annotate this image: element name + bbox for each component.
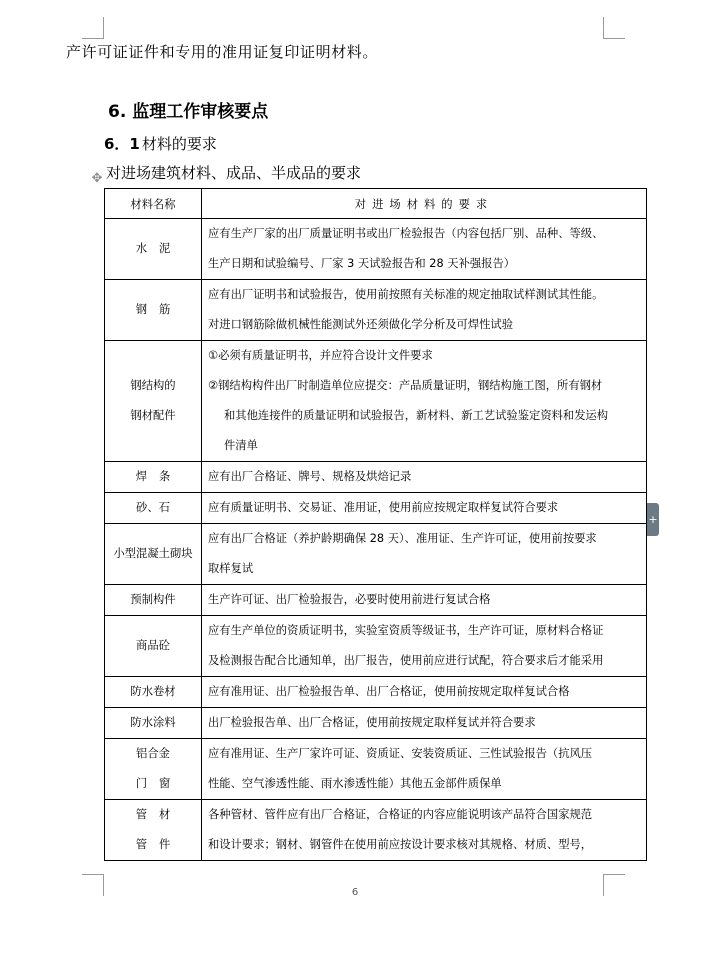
material-name-line bbox=[107, 462, 199, 492]
requirement-cell bbox=[202, 493, 647, 524]
requirement-line: 出厂检验报告单、出厂合格证，使用前按规定取样复试并符合要求 bbox=[208, 716, 536, 729]
requirement-line: 对进口钢筋除做机械性能测试外还须做化学分析及可焊性试验 bbox=[208, 318, 514, 331]
material-name-cell bbox=[105, 493, 202, 524]
requirement-line: 应有生产厂家的出厂质量证明书或出厂检验报告（内容包括厂别、品种、等级、 bbox=[208, 227, 604, 240]
material-name-line: 防水卷材 bbox=[130, 685, 176, 698]
table-row bbox=[105, 800, 647, 861]
table-row bbox=[105, 739, 647, 800]
material-name-cell bbox=[105, 462, 202, 493]
table-row bbox=[105, 219, 647, 280]
material-name-text: 钢筋 bbox=[135, 303, 183, 316]
material-name-line: 商品砼 bbox=[136, 639, 170, 652]
requirement-line: 应有质量证明书、交易证、准用证，使用前应按规定取样复试符合要求 bbox=[208, 501, 559, 514]
table-row bbox=[105, 341, 647, 462]
table-row bbox=[105, 585, 647, 616]
requirement-cell bbox=[202, 616, 647, 677]
sub-heading-text: 材料的要求 bbox=[141, 135, 217, 153]
requirement-line: ②钢结构构件出厂时制造单位应提交：产品质量证明，钢结构施工图，所有钢材 bbox=[208, 379, 603, 392]
requirement-line: 应有生产单位的资质证明书，实验室资质等级证书，生产许可证，原材料合格证 bbox=[208, 624, 604, 637]
sub-heading bbox=[104, 134, 217, 154]
intro-paragraph: 产许可证证件和专用的准用证复印证明材料。 bbox=[66, 43, 379, 61]
material-name-cell bbox=[105, 708, 202, 739]
requirement-cell bbox=[202, 585, 647, 616]
page-corner-mark-top-left bbox=[82, 17, 104, 39]
table-row bbox=[105, 280, 647, 341]
requirement-line: 应有准用证、出厂检验报告单、出厂合格证，使用前按规定取样复试合格 bbox=[208, 685, 570, 698]
material-name-line bbox=[107, 800, 199, 830]
requirement-line: 性能、空气渗透性能、雨水渗透性能）其他五金部件质保单 bbox=[208, 777, 502, 790]
material-name-text: 门窗 bbox=[135, 777, 183, 790]
material-name-cell bbox=[105, 341, 202, 462]
requirement-cell bbox=[202, 462, 647, 493]
requirement-cell bbox=[202, 280, 647, 341]
requirement-line: 及检测报告配合比通知单，出厂报告，使用前应进行试配，符合要求后才能采用 bbox=[208, 654, 604, 667]
material-name-line: 钢结构的 bbox=[130, 379, 176, 392]
material-name-line: 小型混凝土砌块 bbox=[113, 547, 193, 560]
table-row bbox=[105, 462, 647, 493]
material-name-line: 铝合金 bbox=[136, 747, 170, 760]
material-name-cell bbox=[105, 800, 202, 861]
page-corner-mark-top-right bbox=[603, 17, 625, 39]
material-name-text: 管件 bbox=[135, 838, 183, 851]
requirement-line: 各种管材、管件应有出厂合格证，合格证的内容应能说明该产品符合国家规范 bbox=[208, 808, 593, 821]
requirement-line: 生产许可证、出厂检验报告，必要时使用前进行复试合格 bbox=[208, 593, 491, 606]
section-heading: 6. 监理工作审核要点 bbox=[108, 102, 269, 122]
table-row bbox=[105, 708, 647, 739]
requirement-line: 和其他连接件的质量证明和试验报告，新材料、新工艺试验鉴定资料和发运构 bbox=[224, 409, 609, 422]
page-number: 6 bbox=[351, 887, 359, 898]
table-row bbox=[105, 524, 647, 585]
materials-requirements-table bbox=[104, 188, 647, 861]
sub-heading-number: 6．1 bbox=[104, 135, 140, 153]
material-name-line bbox=[107, 234, 199, 264]
table-row bbox=[105, 493, 647, 524]
requirement-line: 应有出厂合格证、牌号、规格及烘焙记录 bbox=[208, 470, 412, 483]
material-name-cell bbox=[105, 585, 202, 616]
requirement-line: 生产日期和试验编号、厂家 3 天试验报告和 28 天补强报告） bbox=[208, 257, 516, 270]
requirement-cell bbox=[202, 800, 647, 861]
material-name-line bbox=[107, 830, 199, 860]
table-caption: 对进场建筑材料、成品、半成品的要求 bbox=[106, 164, 362, 182]
table-header-row bbox=[105, 189, 647, 219]
table-move-handle-icon[interactable]: ✥ bbox=[91, 171, 103, 186]
material-name-line bbox=[107, 295, 199, 325]
requirement-cell bbox=[202, 341, 647, 462]
table-body bbox=[105, 219, 647, 861]
material-name-cell bbox=[105, 219, 202, 280]
requirement-line: ①必须有质量证明书，并应符合设计文件要求 bbox=[208, 349, 433, 362]
requirement-cell bbox=[202, 524, 647, 585]
table-row bbox=[105, 677, 647, 708]
requirement-line: 应有准用证、生产厂家许可证、资质证、安装资质证、三性试验报告（抗风压 bbox=[208, 747, 593, 760]
table-row bbox=[105, 616, 647, 677]
requirement-line: 件清单 bbox=[224, 439, 258, 452]
material-name-line: 钢材配件 bbox=[130, 409, 176, 422]
material-name-line bbox=[107, 769, 199, 799]
requirement-line: 应有出厂证明书和试验报告，使用前按照有关标准的规定抽取试样测试其性能。 bbox=[208, 288, 604, 301]
requirement-cell bbox=[202, 219, 647, 280]
material-name-text: 焊条 bbox=[135, 470, 183, 483]
material-name-cell bbox=[105, 616, 202, 677]
requirement-line: 取样复试 bbox=[208, 562, 254, 575]
requirement-cell bbox=[202, 708, 647, 739]
material-name-cell bbox=[105, 739, 202, 800]
requirement-line: 应有出厂合格证（养护龄期确保 28 天）、准用证、生产许可证，使用前按要求 bbox=[208, 532, 597, 545]
requirement-line: 和设计要求；钢材、钢管件在使用前应按设计要求核对其规格、材质、型号， bbox=[208, 838, 593, 851]
material-name-cell bbox=[105, 677, 202, 708]
material-name-line: 防水涂料 bbox=[130, 716, 176, 729]
material-name-line: 预制构件 bbox=[130, 593, 176, 606]
material-name-cell bbox=[105, 524, 202, 585]
header-material-name: 材料名称 bbox=[105, 189, 202, 219]
requirement-cell bbox=[202, 739, 647, 800]
material-name-line: 砂、石 bbox=[136, 501, 170, 514]
requirement-cell bbox=[202, 677, 647, 708]
material-name-text: 管材 bbox=[135, 808, 183, 821]
material-name-cell bbox=[105, 280, 202, 341]
material-name-text: 水泥 bbox=[135, 242, 183, 255]
header-requirements: 对进场材料的要求 bbox=[202, 189, 647, 219]
side-expand-tab[interactable]: + bbox=[647, 503, 659, 536]
